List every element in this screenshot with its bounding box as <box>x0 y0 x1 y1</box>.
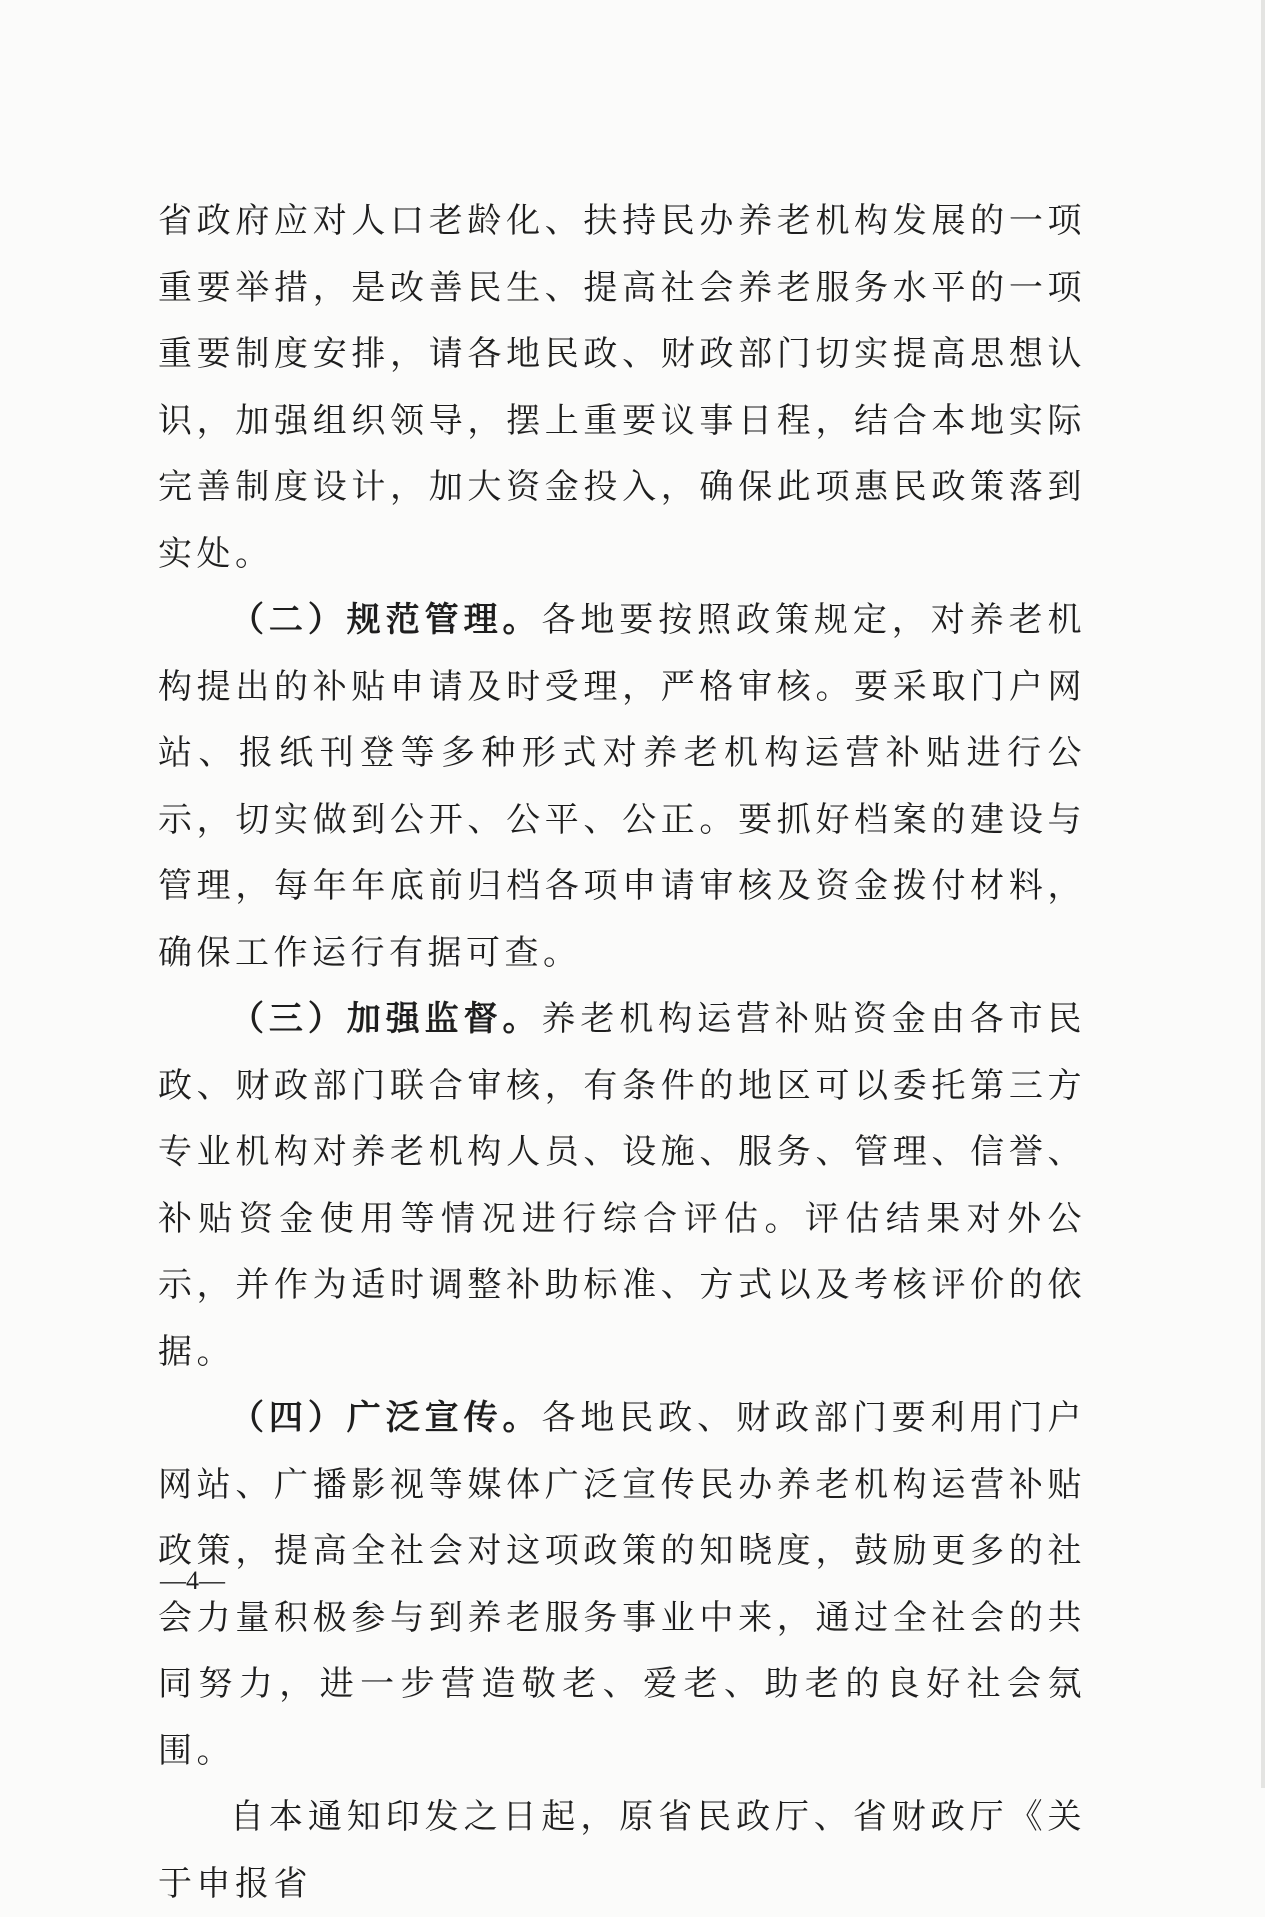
paragraph-continuation <box>158 188 1086 587</box>
scan-edge-shadow <box>1261 0 1265 1788</box>
body-text <box>158 188 1086 1917</box>
paragraph-text: 自本通知印发之日起，原省民政厅、省财政厅《关于申报省 <box>158 1797 1086 1904</box>
section-heading: （三）加强监督。 <box>230 999 542 1039</box>
paragraph-publicity <box>158 1385 1086 1784</box>
paragraph-text: 养老机构运营补贴资金由各市民政、财政部门联合审核，有条件的地区可以委托第三方专业机构对养老机构人员、设施、服务、管理、信誉、补贴资金使用等情况进行综合评估。评估结果对外公示，并作为适时调整补助标准、方式以及考核评价的依据。 <box>158 999 1087 1372</box>
paragraph-standardize-management <box>158 587 1086 986</box>
paragraph-text: 各地要按照政策规定，对养老机构提出的补贴申请及时受理，严格审核。要采取门户网站、报纸刊登等多种形式对养老机构运营补贴进行公示，切实做到公开、公平、公正。要抓好档案的建设与管理，每年年底前归档各项申请审核及资金拨付材料，确保工作运行有据可查。 <box>158 600 1087 973</box>
page-number: —4— <box>160 1566 225 1595</box>
paragraph-text: 各地民政、财政部门要利用门户网站、广播影视等媒体广泛宣传民办养老机构运营补贴政策，提高全社会对这项政策的知晓度，鼓励更多的社会力量积极参与到养老服务事业中来，通过全社会的共同努力，进一步营造敬老、爱老、助老的良好社会氛围。 <box>158 1398 1087 1771</box>
section-heading: （四）广泛宣传。 <box>230 1398 542 1438</box>
paragraph-effective-date <box>158 1784 1086 1917</box>
section-heading: （二）规范管理。 <box>230 600 542 640</box>
paragraph-text: 省政府应对人口老龄化、扶持民办养老机构发展的一项重要举措，是改善民生、提高社会养老服务水平的一项重要制度安排，请各地民政、财政部门切实提高思想认识，加强组织领导，摆上重要议事日程，结合本地实际完善制度设计，加大资金投入，确保此项惠民政策落到实处。 <box>158 201 1086 574</box>
paragraph-strengthen-supervision <box>158 986 1086 1385</box>
